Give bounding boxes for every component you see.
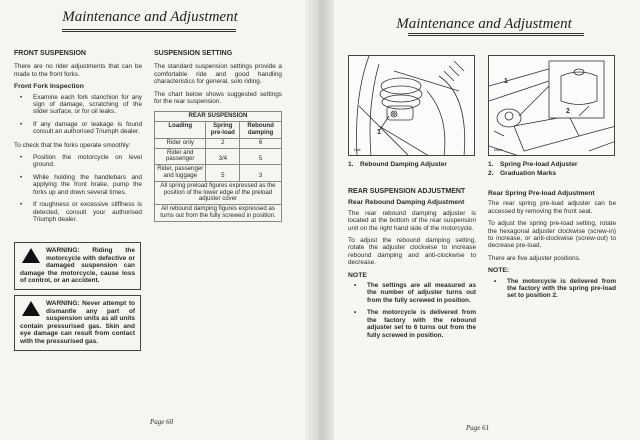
subheading: Front Fork Inspection [14,83,84,91]
paragraph: The standard suspension settings provide a comfortable ride and good handling characteristics for general, solo riding. [154,63,282,86]
table-row [155,138,282,148]
paragraph: To adjust the rebound damping setting, rotate the adjuster clockwise to increase rebound damping and anti-clockwise to decrease. [348,237,476,267]
table-cell: 5 [206,165,240,182]
spring-preload-illustration [488,55,615,156]
callout-label: 1 [377,129,381,136]
figure-caption [488,160,577,178]
page-title: Maintenance and Adjustment [62,9,238,25]
rebound-adjuster-illustration [348,55,475,156]
column-header: Spring pre-load [206,122,240,139]
warning-triangle-icon [22,248,40,263]
title-rule [62,29,236,30]
paragraph: There are no rider adjustments that can be made to the front forks. [14,63,142,78]
page-number: Page 61 [466,424,490,432]
list-item: • The motorcycle is delivered from the factory with the spring pre-load set to position 2. [488,278,616,300]
page-60 [0,0,312,440]
warning-box [14,295,141,351]
table-title: REAR SUSPENSION [155,112,282,122]
paragraph: The chart below shows suggested settings for the rear suspension. [154,90,282,106]
paragraph: To check that the forks operate smoothly: [14,141,131,149]
list-item: • If roughness or excessive stiffness is detected, consult your authorised Triumph dealer. [14,201,142,223]
list-item: • The motorcycle is delivered from the factory with the rebound adjuster set to 6 turns out from the fully screwed in position. [348,309,476,339]
subheading: Rear Rebound Damping Adjustment [348,199,465,207]
title-rule [408,33,584,34]
warning-text: WARNING: Never attempt to dismantle any part of suspension units as all units contain pressurised gas. Skin and eye damage can result from contact with the pressurised gas. [20,300,135,345]
warning-text: WARNING: Riding the motorcycle with defective or damaged suspension can damage the motorcycle, cause loss of control, or an accident. [20,247,135,285]
table-cell: 3/4 [206,148,240,165]
table-cell: Rider, passenger and luggage [155,165,206,182]
column-header: Loading [155,122,206,139]
title-rule [62,31,236,32]
caption-number: 1. [488,161,494,168]
callout-label: 1 [504,78,508,85]
paragraph: To adjust the spring pre-load setting, rotate the hexagonal adjuster clockwise (screw-in) to increase, or anti-clockwise (screw-out) to decrease pre-load. [488,220,616,250]
table-note: All rebound damping figures expressed as turns out from the fully screwed in position. [155,205,282,222]
rear-suspension-table [154,111,282,221]
table-cell: 5 [240,148,282,165]
list-item: • The settings are all measured as the number of adjuster turns out from the fully screwed in position. [348,282,476,304]
figure-code: kabl [354,148,361,152]
table-cell: 2 [206,138,240,148]
table-cell: 3 [240,165,282,182]
page-61 [334,0,640,440]
suspension-setting-section [154,50,282,222]
subheading: Rear Spring Pre-load Adjustment [488,190,595,197]
spring-preload-section [488,187,616,305]
caption-text: Graduation Marks [500,170,557,177]
front-suspension-section [14,50,142,228]
figure-code: kabm [494,148,503,152]
title-rule [408,35,584,36]
caption-number: 1. [348,161,354,168]
page-title: Maintenance and Adjustment [396,16,572,32]
table-cell: Rider and passenger [155,148,206,165]
list-item: • Examine each fork stanchion for any sign of damage, scratching of the slider surface, or for oil leaks. [14,94,142,116]
list-item: • Position the motorcycle on level ground. [14,154,142,169]
caption-text: Spring Pre-load Adjuster [500,161,578,168]
caption-text: Rebound Damping Adjuster [360,161,447,168]
callout-label: 2 [566,108,570,115]
table-row [155,148,282,165]
paragraph: The rear rebound damping adjuster is located at the bottom of the rear suspension unit on the right hand side of the motorcycle. [348,209,476,232]
table-row [155,165,282,182]
paragraph: The rear spring pre-load adjuster can be accessed by removing the front seat. [488,200,616,215]
table-note: All spring preload figures expressed as the position of the lower edge of the preload adjuster cover [155,181,282,204]
column-header: Rebound damping [240,122,282,139]
table-cell: Rider only [155,138,206,148]
section-heading: SUSPENSION SETTING [154,50,233,57]
warning-box [14,242,141,290]
book-gutter [305,0,335,440]
section-heading: REAR SUSPENSION ADJUSTMENT [348,188,466,195]
note-heading: NOTE [348,271,367,279]
rear-suspension-section [348,188,476,344]
table-cell: 6 [240,138,282,148]
page-number: Page 60 [150,418,174,426]
figure-caption [348,160,447,169]
list-item: • While holding the handlebars and applying the front brake, pump the forks up and down several times. [14,174,142,196]
section-heading: FRONT SUSPENSION [14,50,86,57]
caption-number: 2. [488,170,494,177]
list-item: • If any damage or leakage is found consult an authorised Triumph dealer. [14,121,142,136]
paragraph: There are five adjuster positions. [488,254,581,262]
warning-triangle-icon [22,301,40,316]
note-heading: NOTE: [488,267,510,275]
